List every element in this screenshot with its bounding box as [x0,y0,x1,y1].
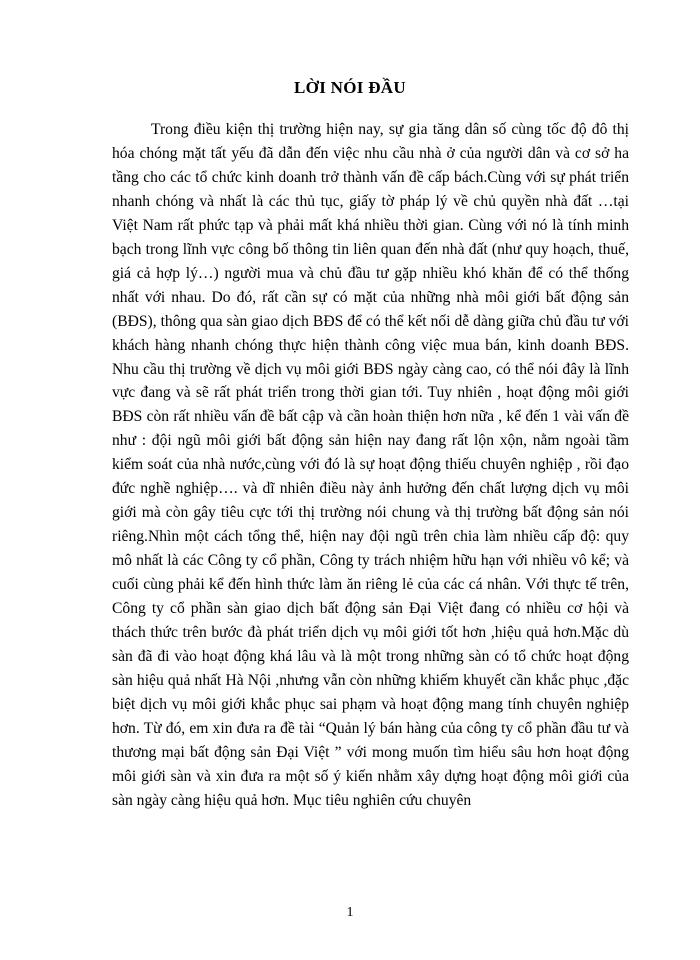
page-title: LỜI NÓI ĐẦU [294,78,406,97]
page-number: 1 [346,905,354,920]
body-paragraph: Trong điều kiện thị trường hiện nay, sự gia tăng dân số cùng tốc độ đô thị hóa chóng mặt tất yếu đã dẫn đến việc nhu cầu nhà ở của người dân và cơ sở ha tầng cho các tổ chức kinh doanh trở thành vấn đề cấp bách.Cùng với sự phát triển nhanh chóng và nhất là các thủ tục, giấy tờ pháp lý về chủ quyền nhà đất …tại Việt Nam rất phức tạp và phải mất khá nhiều thời gian. Cùng với nó là tính minh bạch trong lĩnh vực công bố thông tin liên quan đến nhà đất (như quy hoạch, thuế, giá cả hợp lý…) người mua và chủ đầu tư gặp nhiều khó khăn để có thể thống nhất với nhau. Do đó, rất cần sự có mặt của những nhà môi giới bất động sản (BĐS), thông qua sàn giao dịch BĐS để có thể kết nối dễ dàng giữa chủ đầu tư với khách hàng nhanh chóng thực hiện thành công việc mua bán, kinh doanh BĐS. Nhu cầu thị trường về dịch vụ môi giới BĐS ngày càng cao, có thể nói đây là lĩnh vực đang và sẽ rất phát triển trong thời gian tới. Tuy nhiên , hoạt động môi giới BĐS còn rất nhiều vấn đề bất cập và cần hoàn thiện hơn nữa , kể đến 1 vài vấn đề như : đội ngũ môi giới bất động sản hiện nay đang rất lộn xộn, nằm ngoài tầm kiểm soát của nhà nước,cùng với đó là sự hoạt động thiếu chuyên nghiệp , rồi đạo đức nghề nghiệp…. và dĩ nhiên điều này ảnh hưởng đến chất lượng dịch vụ môi giới mà còn gây tiêu cực tới thị trường nói chung và thị trường bất động sản nói riêng.Nhìn một cách tổng thể, hiện nay đội ngũ trên chia làm nhiều cấp độ: quy mô nhất là các Công ty cổ phần, Công ty trách nhiệm hữu hạn với nhiều vô kể; và cuối cùng phải kể đến hình thức làm ăn riêng lẻ của các cá nhân. Với thực tế trên, Công ty cổ phần sàn giao dịch bất động sản Đại Việt đang có nhiều cơ hội và thách thức trên bước đà phát triển dịch vụ môi giới tốt hơn ,hiệu quả hơn.Mặc dù sàn đã đi vào hoạt động khá lâu và là một trong những sàn có tổ chức hoạt động sàn hiệu quả nhất Hà Nội ,nhưng vẫn còn những khiếm khuyết cần khắc phục ,đặc biệt dịch vụ môi giới khắc phục sai phạm và hoạt động mang tính chuyên nghiệp hơn. Từ đó, em xin đưa ra đề tài “Quản lý bán hàng của công ty cổ phần đầu tư và thương mại bất động sản Đại Việt ” với mong muốn tìm hiểu sâu hơn hoạt động môi giới sàn và xin đưa ra một số ý kiến nhằm xây dựng hoạt động môi giới của sàn ngày càng hiệu quả hơn. Mục tiêu nghiên cứu chuyên [112,121,629,809]
